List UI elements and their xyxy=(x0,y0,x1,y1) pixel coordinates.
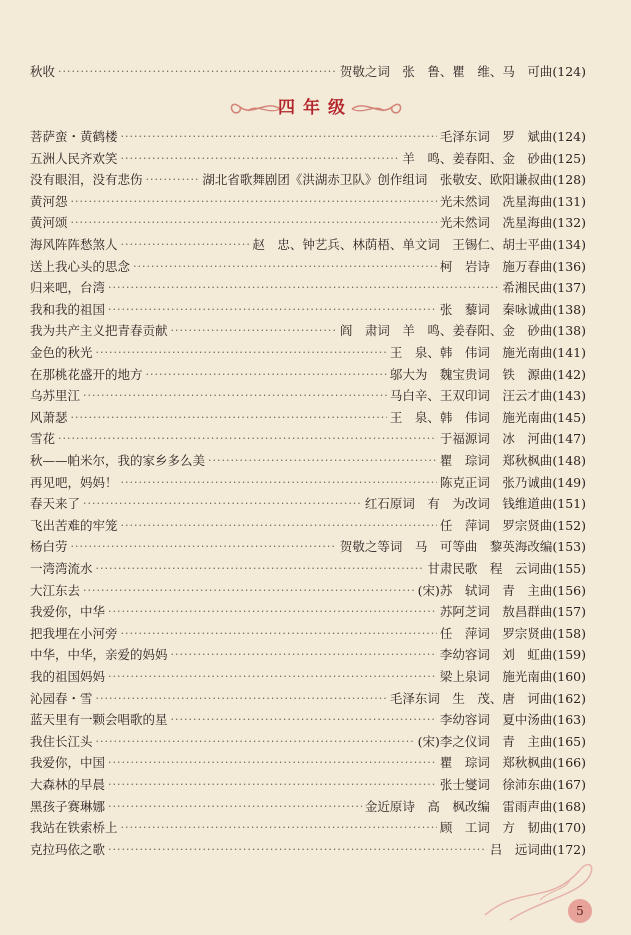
song-credit: 贺敬之词 张 鲁、瞿 维、马 可曲(124) xyxy=(339,64,586,79)
leader-dots xyxy=(108,840,487,860)
leader-dots xyxy=(171,645,437,665)
leader-dots xyxy=(83,581,415,601)
toc-entry[interactable] xyxy=(30,386,586,406)
song-title: 再见吧，妈妈！ xyxy=(30,474,118,490)
song-credit: 顾 工词 方 韧曲(170) xyxy=(439,820,586,836)
song-credit: 甘肃民歌 程 云词曲(155) xyxy=(427,561,586,576)
song-title: 送上我心头的思念 xyxy=(30,258,131,274)
toc-entry[interactable] xyxy=(30,365,586,385)
leader-dots xyxy=(171,321,337,341)
song-credit: 光未然词 冼星海曲(132) xyxy=(439,215,586,231)
toc-entry[interactable] xyxy=(30,559,586,579)
toc-entry[interactable] xyxy=(30,775,586,795)
song-credit: 于福源词 冰 河曲(147) xyxy=(439,431,586,447)
toc-entry[interactable] xyxy=(30,451,586,471)
song-credit: 吕 远词曲(172) xyxy=(489,841,586,857)
leader-dots xyxy=(121,149,400,169)
toc-entry[interactable] xyxy=(30,473,586,493)
song-credit: 毛泽东词 罗 斌曲(124) xyxy=(439,129,586,144)
song-title: 克拉玛依之歌 xyxy=(30,841,106,857)
leader-dots xyxy=(83,386,387,406)
toc-entry[interactable] xyxy=(30,127,586,147)
song-title: 五洲人民齐欢笑 xyxy=(30,150,118,166)
song-credit: 梁上泉词 施光南曲(160) xyxy=(439,669,586,684)
song-credit: 任 萍词 罗宗贤曲(152) xyxy=(439,517,586,533)
song-title: 大江东去 xyxy=(30,582,81,598)
song-credit: 柯 岩诗 施万春曲(136) xyxy=(439,258,586,274)
toc-entry[interactable] xyxy=(30,667,586,687)
song-title: 杨白劳 xyxy=(30,539,68,555)
toc-entry[interactable] xyxy=(30,62,586,82)
song-credit: 红石原词 有 为改词 钱维道曲(151) xyxy=(364,496,586,512)
toc-entry[interactable] xyxy=(30,300,586,320)
leader-dots xyxy=(146,365,387,385)
song-title: 风萧瑟 xyxy=(30,409,68,425)
toc-entry[interactable] xyxy=(30,278,586,298)
page-number: 5 xyxy=(568,899,592,923)
song-credit: 陈克正词 张乃诚曲(149) xyxy=(439,474,586,490)
leader-dots xyxy=(121,473,437,493)
song-credit: 阎 肃词 羊 鸣、姜春阳、金 砂曲(138) xyxy=(339,323,586,339)
leader-dots xyxy=(71,213,437,233)
song-credit: 苏阿芝词 敖昌群曲(157) xyxy=(439,604,586,620)
toc-entry[interactable] xyxy=(30,429,586,449)
song-title: 把我埋在小河旁 xyxy=(30,625,118,641)
toc-entry[interactable] xyxy=(30,494,586,514)
toc-entry[interactable] xyxy=(30,797,586,817)
song-title: 秋收 xyxy=(30,64,56,79)
leader-dots xyxy=(96,343,387,363)
song-title: 海风阵阵愁煞人 xyxy=(30,237,118,252)
song-title: 春天来了 xyxy=(30,496,81,512)
toc-entry[interactable] xyxy=(30,192,586,212)
song-credit: 张 藜词 秦咏诚曲(138) xyxy=(439,301,586,317)
toc-entry[interactable] xyxy=(30,170,586,190)
right-ornament-icon xyxy=(350,95,410,121)
song-title: 中华，中华，亲爱的妈妈 xyxy=(30,647,168,663)
song-title: 秋——帕米尔，我的家乡多么美 xyxy=(30,453,206,468)
song-title: 蓝天里有一颗会唱歌的星 xyxy=(30,712,168,728)
song-credit: 李幼容词 夏中汤曲(163) xyxy=(439,712,586,728)
leader-dots xyxy=(58,62,337,82)
leader-dots xyxy=(108,753,437,773)
song-credit: 瞿 琮词 郑秋枫曲(166) xyxy=(439,755,586,771)
leader-dots xyxy=(71,537,337,557)
leader-dots xyxy=(133,257,437,277)
toc-entry[interactable] xyxy=(30,732,586,752)
song-credit: 张士燮词 徐沛东曲(167) xyxy=(439,777,586,792)
song-credit: 光未然词 冼星海曲(131) xyxy=(439,193,586,209)
toc-entry[interactable] xyxy=(30,257,586,277)
toc-entry[interactable] xyxy=(30,602,586,622)
leader-dots xyxy=(96,689,387,709)
song-title: 黑孩子赛琳娜 xyxy=(30,798,106,814)
toc-entry[interactable] xyxy=(30,689,586,709)
song-title: 黄河颂 xyxy=(30,215,68,231)
toc-entry[interactable] xyxy=(30,235,586,255)
leader-dots xyxy=(108,278,499,298)
song-title: 我爱你，中华 xyxy=(30,604,106,620)
song-title: 我的祖国妈妈 xyxy=(30,669,106,684)
toc-entry[interactable] xyxy=(30,624,586,644)
leader-dots xyxy=(108,797,362,817)
song-title: 金色的秋光 xyxy=(30,345,93,360)
toc-entry[interactable] xyxy=(30,149,586,169)
leader-dots xyxy=(121,818,437,838)
leader-dots xyxy=(108,602,437,622)
leader-dots xyxy=(83,494,362,514)
toc-entry[interactable] xyxy=(30,753,586,773)
leader-dots xyxy=(121,127,437,147)
leader-dots xyxy=(96,559,425,579)
song-title: 在那桃花盛开的地方 xyxy=(30,366,143,382)
song-credit: 赵 忠、钟艺兵、林荫梧、单文词 王锡仁、胡士平曲(134) xyxy=(252,237,586,252)
song-title: 我为共产主义把青春贡献 xyxy=(30,323,168,339)
song-title: 乌苏里江 xyxy=(30,388,81,404)
leader-dots xyxy=(96,732,415,752)
song-title: 没有眼泪，没有悲伤 xyxy=(30,172,143,188)
leader-dots xyxy=(108,667,437,687)
toc-entry[interactable] xyxy=(30,710,586,730)
toc-entry[interactable] xyxy=(30,408,586,428)
leader-dots xyxy=(146,170,200,190)
song-credit: 毛泽东词 生 茂、唐 诃曲(162) xyxy=(389,690,586,706)
song-title: 我站在铁索桥上 xyxy=(30,820,118,836)
leader-dots xyxy=(171,710,437,730)
song-credit: 马白辛、王双印词 汪云才曲(143) xyxy=(389,388,586,404)
leader-dots xyxy=(108,775,437,795)
song-title: 我爱你，中国 xyxy=(30,755,106,771)
song-title: 飞出苦难的牢笼 xyxy=(30,517,118,533)
toc-entry[interactable] xyxy=(30,213,586,233)
song-credit: 贺敬之等词 马 可等曲 黎英海改编(153) xyxy=(339,539,586,555)
leader-dots xyxy=(71,408,387,428)
toc-entry[interactable] xyxy=(30,516,586,536)
toc-entry[interactable] xyxy=(30,645,586,665)
song-title: 菩萨蛮・黄鹤楼 xyxy=(30,129,118,144)
song-credit: 王 泉、韩 伟词 施光南曲(145) xyxy=(389,409,586,425)
song-title: 归来吧，台湾 xyxy=(30,280,106,296)
toc-entry[interactable] xyxy=(30,581,586,601)
leader-dots xyxy=(58,429,437,449)
toc-entry[interactable] xyxy=(30,537,586,557)
song-credit: 王 泉、韩 伟词 施光南曲(141) xyxy=(389,345,586,360)
song-credit: 希湘民曲(137) xyxy=(502,280,586,296)
song-credit: (宋)苏 轼词 青 主曲(156) xyxy=(417,582,586,598)
toc-entry[interactable] xyxy=(30,343,586,363)
song-title: 沁园春・雪 xyxy=(30,690,93,706)
toc-entry[interactable] xyxy=(30,818,586,838)
song-credit: (宋)李之仪词 青 主曲(165) xyxy=(417,733,586,749)
song-title: 我住长江头 xyxy=(30,733,93,749)
song-credit: 李幼容词 刘 虹曲(159) xyxy=(439,647,586,663)
section-heading: 四年级 xyxy=(278,98,353,118)
song-title: 我和我的祖国 xyxy=(30,301,106,317)
leader-dots xyxy=(121,624,437,644)
song-credit: 瞿 琮词 郑秋枫曲(148) xyxy=(439,453,586,468)
song-credit: 湖北省歌舞剧团《洪湖赤卫队》创作组词 张敬安、欧阳谦叔曲(128) xyxy=(202,172,586,188)
leader-dots xyxy=(208,451,437,471)
song-credit: 任 萍词 罗宗贤曲(158) xyxy=(439,625,586,641)
song-credit: 金近原诗 高 枫改编 雷雨声曲(168) xyxy=(364,798,586,814)
song-title: 黄河怨 xyxy=(30,193,68,209)
song-credit: 羊 鸣、姜春阳、金 砂曲(125) xyxy=(402,150,586,166)
song-title: 一湾湾流水 xyxy=(30,561,93,576)
song-title: 雪花 xyxy=(30,431,56,447)
leader-dots xyxy=(121,235,250,255)
song-title: 大森林的早晨 xyxy=(30,777,106,792)
song-credit: 邬大为 魏宝贵词 铁 源曲(142) xyxy=(389,366,586,382)
leader-dots xyxy=(121,516,437,536)
leader-dots xyxy=(71,192,437,212)
leader-dots xyxy=(108,300,437,320)
toc-entry[interactable] xyxy=(30,321,586,341)
